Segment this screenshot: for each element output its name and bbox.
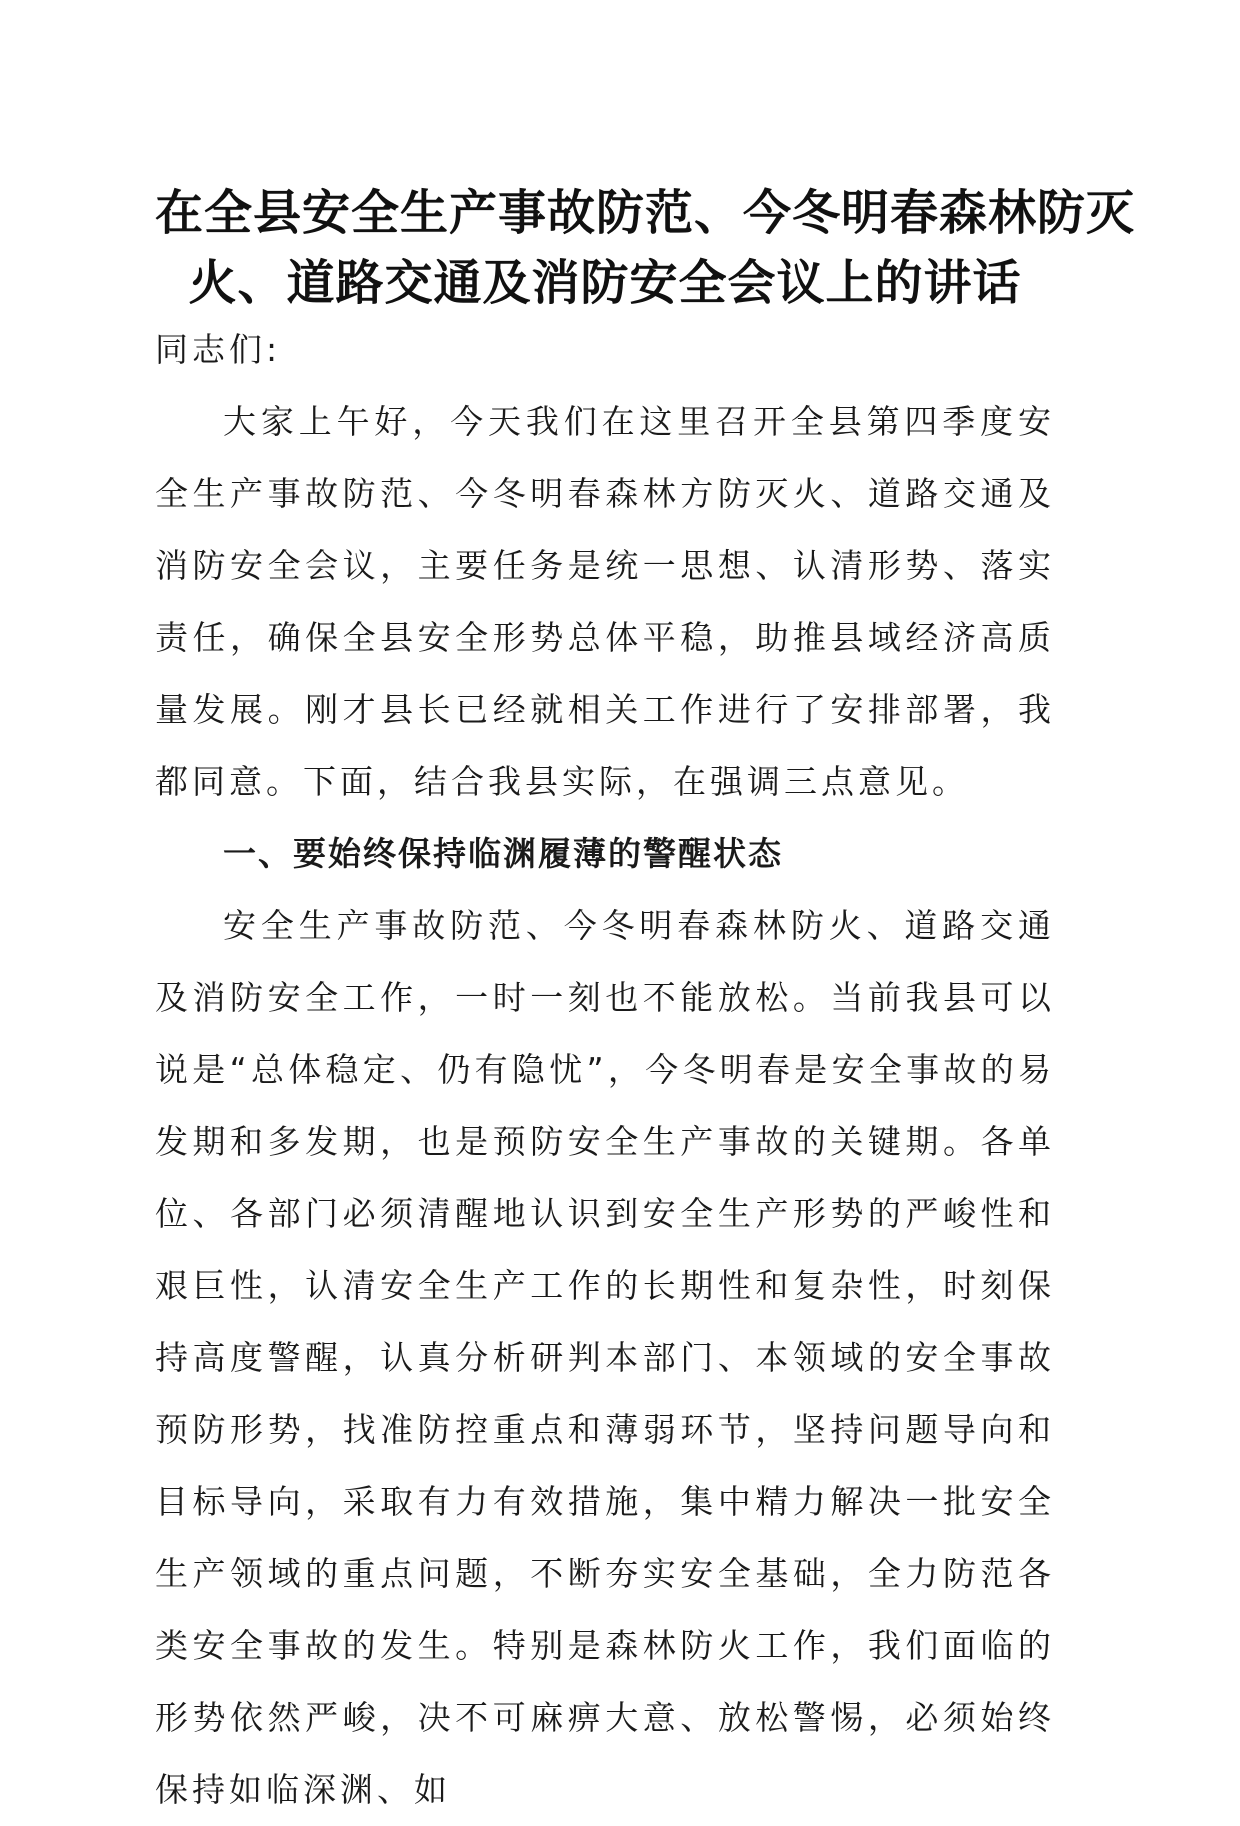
salutation: 同志们: (155, 330, 282, 369)
title-line-2: 火、道路交通及消防安全会议上的讲话 (188, 255, 1022, 311)
title-line-1: 在全县安全生产事故防范、今冬明春森林防灭 (155, 185, 1136, 241)
document-content (155, 178, 1136, 1826)
paragraph-opening: 大家上午好，今天我们在这里召开全县第四季度安全生产事故防范、今冬明春森林方防灭火、道路交通及消防安全会议，主要任务是统一思想、认清形势、落实责任，确保全县安全形势总体平稳，助推县域经济高质量发展。刚才县长已经就相关工作进行了安排部署，我都同意。下面，结合我县实际，在强调三点意见。 (155, 402, 1055, 801)
document-title (155, 178, 1136, 318)
paragraph-section-1: 安全生产事故防范、今冬明春森林防火、道路交通及消防安全工作，一时一刻也不能放松。当前我县可以说是“总体稳定、仍有隐忧”，今冬明春是安全事故的易发期和多发期，也是预防安全生产事故的关键期。各单位、各部门必须清醒地认识到安全生产形势的严峻性和艰巨性，认清安全生产工作的长期性和复杂性，时刻保持高度警醒，认真分析研判本部门、本领域的安全事故预防形势，找准防控重点和薄弱环节，坚持问题导向和目标导向，采取有力有效措施，集中精力解决一批安全生产领域的重点问题，不断夯实安全基础，全力防范各类安全事故的发生。特别是森林防火工作，我们面临的形势依然严峻，决不可麻痹大意、放松警惕，必须始终保持如临深渊、如 (155, 906, 1055, 1809)
section-heading-1: 一、要始终保持临渊履薄的警醒状态 (223, 834, 783, 873)
